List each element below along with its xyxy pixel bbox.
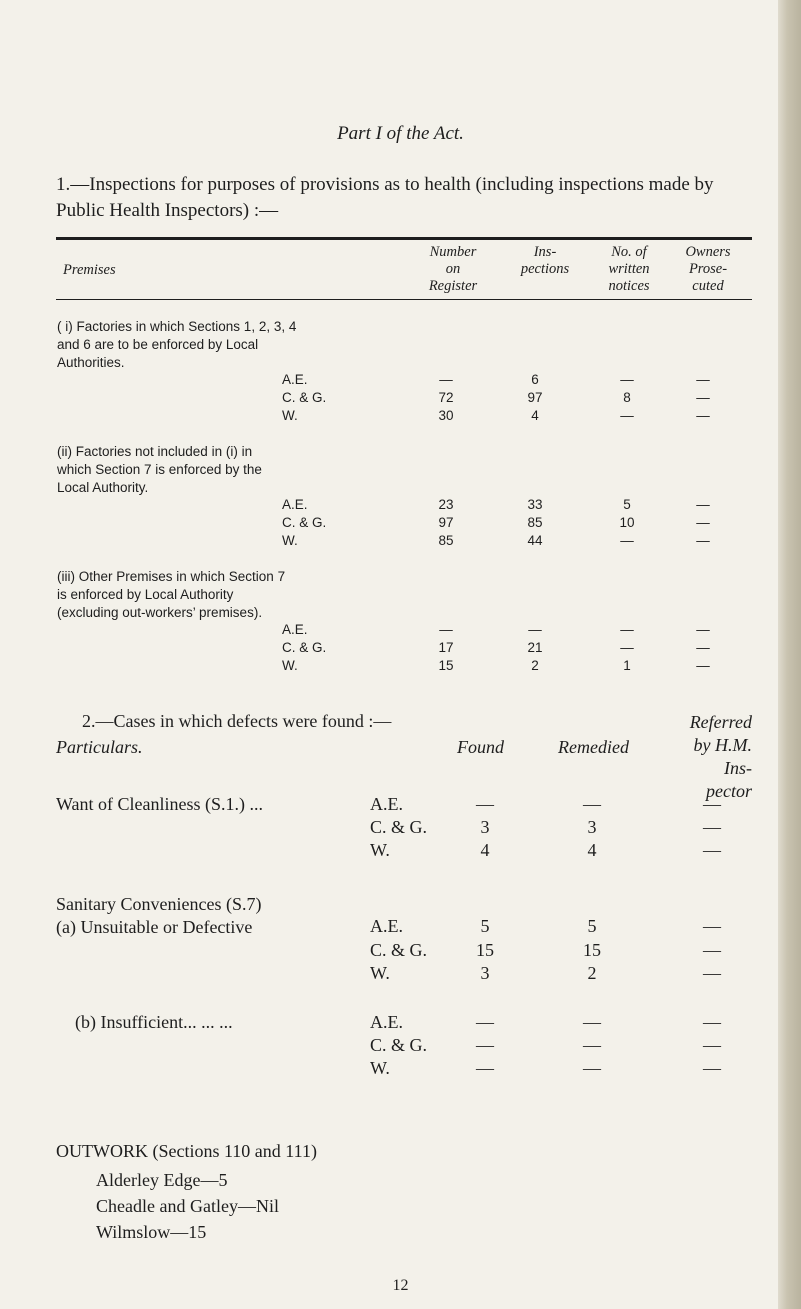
page-edge: [778, 0, 801, 1309]
cell-prosecuted: —: [696, 533, 710, 548]
cell-remedied: 3: [587, 817, 597, 837]
row-type: W.: [282, 533, 298, 548]
table1-header-rule: [56, 299, 752, 300]
cell-register: 17: [438, 640, 454, 655]
cell-remedied: 4: [587, 840, 597, 860]
row-type: C. & G.: [370, 817, 428, 837]
cell-prosecuted: —: [696, 372, 710, 387]
row-type: W.: [370, 840, 390, 860]
cell-register: 97: [438, 515, 454, 530]
header-particulars: Particulars.: [56, 737, 143, 757]
cell-found: —: [476, 1035, 494, 1055]
group-label: (b) Insufficient... ... ...: [75, 1012, 233, 1032]
cell-prosecuted: —: [696, 497, 710, 512]
group-label: Want of Cleanliness (S.1.) ...: [56, 794, 264, 814]
cell-prosecuted: —: [696, 658, 710, 673]
cell-register: 30: [438, 408, 454, 423]
row-type: W.: [370, 1058, 390, 1078]
cell-inspections: 97: [527, 390, 543, 405]
cell-notices: —: [620, 408, 634, 423]
cell-register: 15: [438, 658, 454, 673]
cell-referred: —: [703, 794, 721, 814]
row-type: A.E.: [370, 794, 403, 814]
cell-inspections: —: [528, 622, 542, 637]
page-number: 12: [392, 1277, 409, 1294]
cell-notices: 1: [623, 658, 631, 673]
table1-top-rule: [56, 237, 752, 240]
row-type: C. & G.: [370, 1035, 428, 1055]
cell-prosecuted: —: [696, 515, 710, 530]
cell-found: 15: [476, 940, 494, 960]
list-item: Wilmslow—15: [96, 1222, 207, 1242]
cell-remedied: 5: [587, 916, 597, 936]
header-register: Number on Register: [428, 244, 478, 294]
header-premises: Premises: [63, 262, 116, 278]
cell-register: 23: [438, 497, 454, 512]
cell-notices: 10: [619, 515, 635, 530]
cell-referred: —: [703, 916, 721, 936]
section1-intro: 1.—Inspections for purposes of provisions as to health (including inspections made by Public Health Inspectors) :—: [56, 174, 714, 221]
cell-referred: —: [703, 940, 721, 960]
cell-remedied: 2: [587, 963, 597, 983]
row-type: A.E.: [282, 622, 308, 637]
row-type: A.E.: [282, 497, 308, 512]
header-prosecuted: Owners Prose- cuted: [685, 244, 731, 294]
group-label: (iii) Other Premises in which Section 7 is enforced by Local Authority (excluding out-workers’ premises).: [57, 569, 286, 620]
cell-referred: —: [703, 1035, 721, 1055]
cell-inspections: 21: [527, 640, 543, 655]
cell-referred: —: [703, 817, 721, 837]
cell-prosecuted: —: [696, 390, 710, 405]
cell-register: —: [439, 622, 453, 637]
list-item: Cheadle and Gatley—Nil: [96, 1196, 279, 1216]
cell-notices: 5: [623, 497, 631, 512]
cell-notices: —: [620, 640, 634, 655]
header-remedied: Remedied: [558, 737, 629, 757]
cell-remedied: —: [583, 1035, 601, 1055]
cell-prosecuted: —: [696, 408, 710, 423]
cell-prosecuted: —: [696, 622, 710, 637]
cell-inspections: 85: [527, 515, 543, 530]
cell-found: —: [476, 794, 494, 814]
cell-inspections: 44: [527, 533, 543, 548]
cell-found: —: [476, 1058, 494, 1078]
outwork-list: [96, 1167, 279, 1245]
cell-found: 4: [480, 840, 490, 860]
row-type: C. & G.: [282, 515, 327, 530]
cell-found: 5: [480, 916, 490, 936]
row-type: C. & G.: [370, 940, 428, 960]
cell-remedied: —: [583, 1012, 601, 1032]
row-type: W.: [370, 963, 390, 983]
list-item: Alderley Edge—5: [96, 1170, 228, 1190]
row-type: W.: [282, 408, 298, 423]
cell-prosecuted: —: [696, 640, 710, 655]
cell-notices: —: [620, 622, 634, 637]
group-label: (ii) Factories not included in (i) in which Section 7 is enforced by the Local Authority.: [57, 444, 262, 495]
cell-notices: —: [620, 372, 634, 387]
row-type: C. & G.: [282, 390, 327, 405]
cell-referred: —: [703, 1058, 721, 1078]
row-type: C. & G.: [282, 640, 327, 655]
cell-found: 3: [480, 963, 490, 983]
header-notices: No. of written notices: [608, 244, 650, 294]
cell-register: 85: [438, 533, 454, 548]
cell-found: 3: [480, 817, 490, 837]
cell-notices: —: [620, 533, 634, 548]
cell-referred: —: [703, 840, 721, 860]
group-label: ( i) Factories in which Sections 1, 2, 3, 4 and 6 are to be enforced by Local Authorities.: [57, 319, 297, 370]
cell-register: 72: [438, 390, 454, 405]
row-type: A.E.: [370, 1012, 403, 1032]
cell-remedied: —: [583, 794, 601, 814]
header-inspections: Ins- pections: [520, 244, 570, 277]
header-referred: Referred by H.M. Ins- pector: [689, 712, 752, 801]
cell-inspections: 6: [531, 372, 539, 387]
section2-intro: 2.—Cases in which defects were found :—: [82, 711, 392, 731]
cell-register: —: [439, 372, 453, 387]
cell-referred: —: [703, 963, 721, 983]
header-found: Found: [457, 737, 504, 757]
cell-inspections: 33: [527, 497, 543, 512]
row-type: A.E.: [282, 372, 308, 387]
cell-remedied: —: [583, 1058, 601, 1078]
part-heading: Part I of the Act.: [337, 123, 464, 144]
cell-referred: —: [703, 1012, 721, 1032]
row-type: A.E.: [370, 916, 403, 936]
cell-inspections: 2: [531, 658, 539, 673]
cell-inspections: 4: [531, 408, 539, 423]
cell-remedied: 15: [583, 940, 601, 960]
cell-notices: 8: [623, 390, 631, 405]
row-type: W.: [282, 658, 298, 673]
cell-found: —: [476, 1012, 494, 1032]
outwork-heading: OUTWORK (Sections 110 and 111): [56, 1141, 317, 1161]
group-label: Sanitary Conveniences (S.7) (a) Unsuitable or Defective: [56, 894, 262, 937]
